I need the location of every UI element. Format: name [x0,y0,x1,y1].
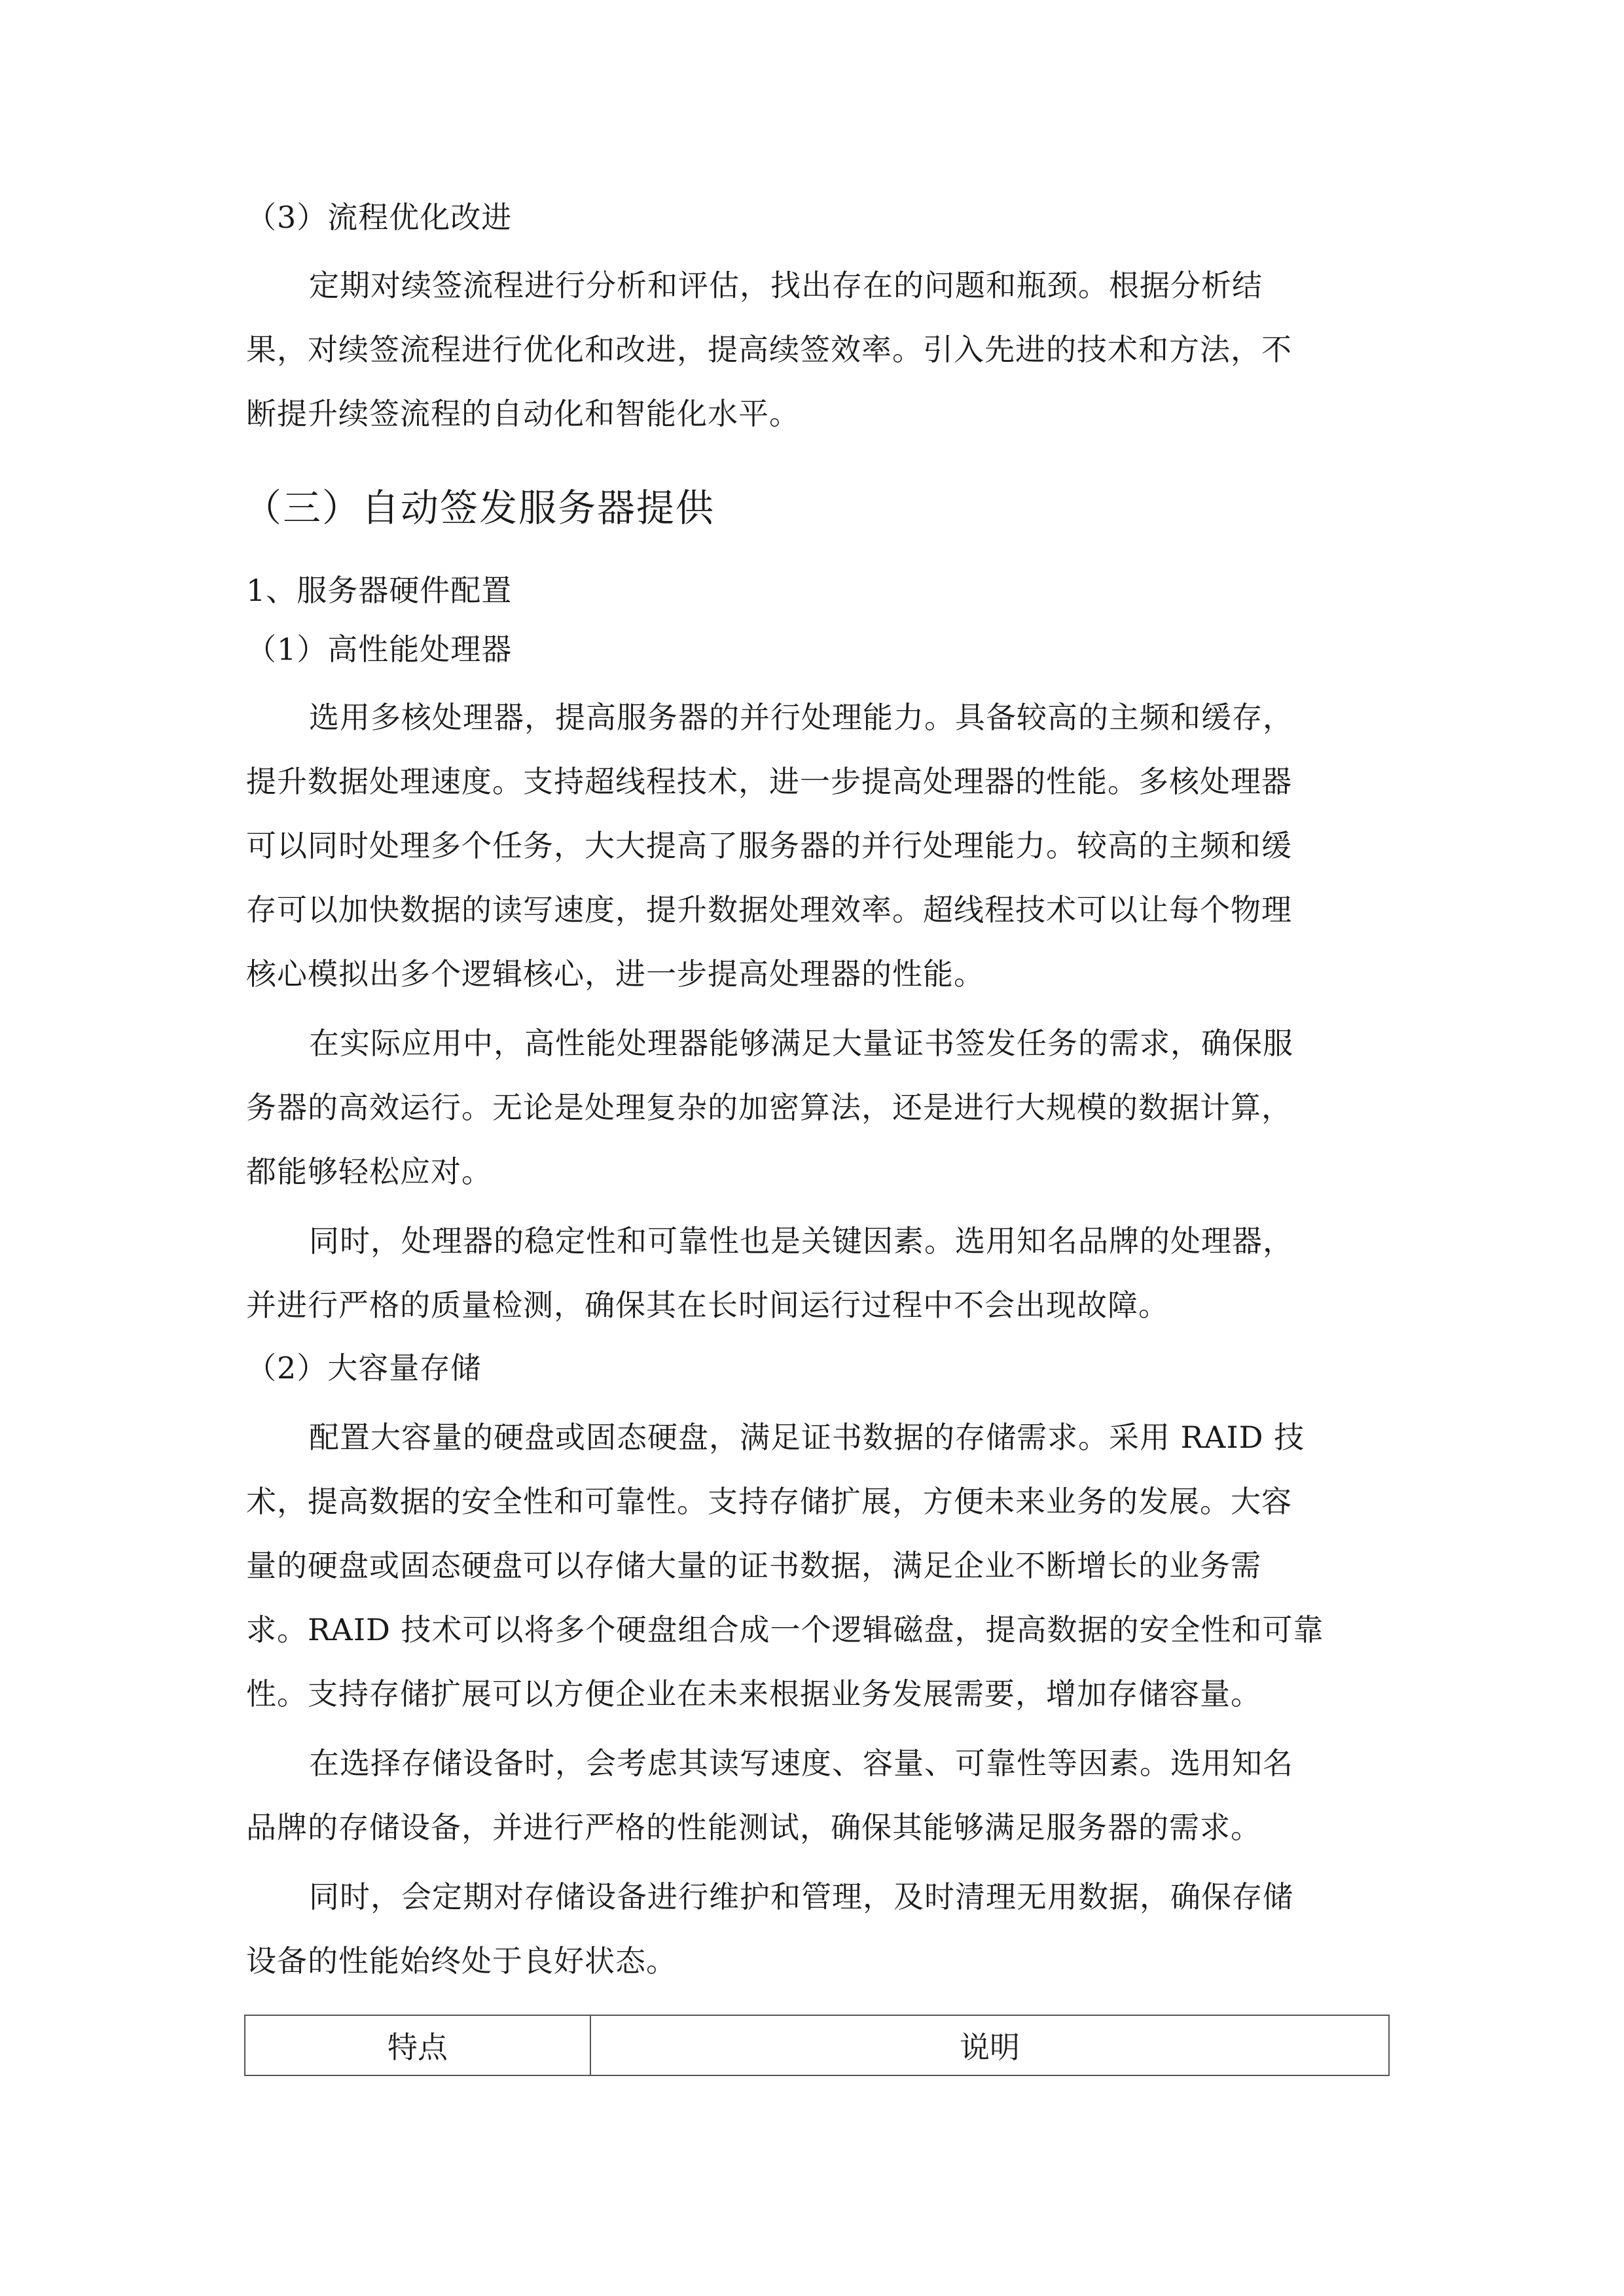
paragraph-line: 同时，处理器的稳定性和可靠性也是关键因素。选用知名品牌的处理器， [309,1223,1293,1259]
subsection-title-storage: （2）大容量存储 [246,1350,482,1386]
paragraph-line: 术，提高数据的安全性和可靠性。支持存储扩展，方便未来业务的发展。大容 [246,1484,1292,1519]
paragraph-line: 务器的高效运行。无论是处理复杂的加密算法，还是进行大规模的数据计算， [246,1090,1292,1125]
table-header-row [245,2015,1389,2075]
paragraph-line: 同时，会定期对存储设备进行维护和管理，及时清理无用数据，确保存储 [309,1879,1293,1914]
paragraph-line: 量的硬盘或固态硬盘可以存储大量的证书数据，满足企业不断增长的业务需 [246,1548,1261,1583]
table-header-feature: 特点 [245,2015,590,2075]
chapter-heading: （三）自动签发服务器提供 [244,486,715,530]
paragraph-line: 求。RAID 技术可以将多个硬盘组合成一个逻辑磁盘，提高数据的安全性和可靠 [246,1612,1324,1647]
paragraph-line: 在选择存储设备时，会考虑其读写速度、容量、可靠性等因素。选用知名 [309,1746,1293,1781]
paragraph-line: 设备的性能始终处于良好状态。 [246,1943,677,1979]
subsection-title-processor: （1）高性能处理器 [246,632,513,667]
paragraph-line: 配置大容量的硬盘或固态硬盘，满足证书数据的存储需求。采用 RAID 技 [309,1420,1305,1455]
paragraph-line: 可以同时处理多个任务，大大提高了服务器的并行处理能力。较高的主频和缓 [246,828,1292,863]
paragraph-line: 核心模拟出多个逻辑核心，进一步提高处理器的性能。 [246,956,984,992]
paragraph-line: 品牌的存储设备，并进行严格的性能测试，确保其能够满足服务器的需求。 [246,1810,1261,1845]
section-title-process-optimization: （3）流程优化改进 [246,200,513,235]
paragraph-line: 定期对续签流程进行分析和评估，找出存在的问题和瓶颈。根据分析结 [309,268,1263,303]
paragraph-line: 在实际应用中，高性能处理器能够满足大量证书签发任务的需求，确保服 [309,1026,1293,1061]
paragraph-line: 存可以加快数据的读写速度，提升数据处理效率。超线程技术可以让每个物理 [246,892,1292,927]
paragraph-line: 性。支持存储扩展可以方便企业在未来根据业务发展需要，增加存储容量。 [246,1676,1261,1712]
features-table [244,2015,1390,2076]
paragraph-line: 选用多核处理器，提高服务器的并行处理能力。具备较高的主频和缓存， [309,700,1293,735]
paragraph-line: 并进行严格的质量检测，确保其在长时间运行过程中不会出现故障。 [246,1287,1169,1323]
table-header-description: 说明 [590,2015,1389,2075]
section-title-hardware-config: 1、服务器硬件配置 [246,573,513,608]
paragraph-line: 断提升续签流程的自动化和智能化水平。 [246,396,800,431]
paragraph-line: 提升数据处理速度。支持超线程技术，进一步提高处理器的性能。多核处理器 [246,764,1292,799]
paragraph-line: 都能够轻松应对。 [246,1154,492,1189]
paragraph-line: 果，对续签流程进行优化和改进，提高续签效率。引入先进的技术和方法，不 [246,332,1292,367]
